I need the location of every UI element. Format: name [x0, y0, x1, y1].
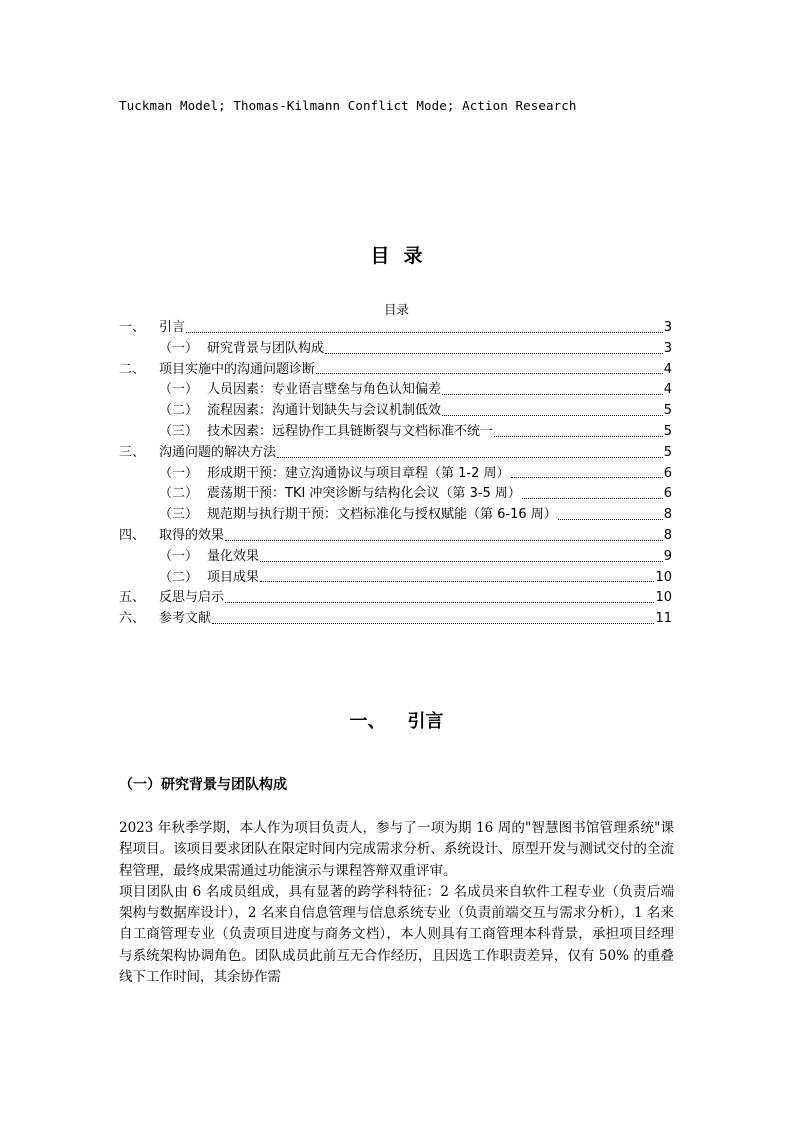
- toc-entry-page: 3: [663, 340, 672, 356]
- toc-entry-page: 8: [663, 507, 672, 523]
- toc-entry-number: 二、: [119, 361, 146, 377]
- toc-entry[interactable]: [119, 422, 672, 443]
- toc-entry-number: （一）: [159, 548, 199, 564]
- toc-entry-page: 8: [663, 527, 672, 543]
- toc-entry-number: 四、: [119, 527, 146, 543]
- toc-entry-number: （一）: [159, 465, 199, 481]
- toc-entry-page: 5: [663, 423, 672, 439]
- toc-entry-number: （二）: [159, 403, 199, 419]
- toc-entry[interactable]: [119, 401, 672, 422]
- toc-entry-page: 4: [663, 382, 672, 398]
- toc-entry-text: 形成期干预：建立沟通协议与项目章程（第 1-2 周）: [207, 465, 510, 481]
- subsection-heading: （一）研究背景与团队构成: [119, 777, 287, 793]
- toc-entry[interactable]: [119, 464, 672, 485]
- toc-leader-dots: [277, 456, 663, 458]
- section-heading: [0, 707, 793, 733]
- section-title: 引言: [407, 711, 444, 732]
- keywords-line: Tuckman Model; Thomas-Kilmann Conflict Mode; Action Research: [119, 98, 577, 113]
- toc-entry-text: 沟通问题的解决方法: [159, 444, 277, 460]
- toc-entry-text: 流程因素：沟通计划缺失与会议机制低效: [207, 403, 442, 419]
- toc-leader-dots: [225, 539, 663, 541]
- toc-subheading: 目录: [383, 302, 409, 317]
- toc-entry-number: （二）: [159, 569, 199, 585]
- toc-heading: 目录: [370, 245, 437, 267]
- toc-entry-number: （一）: [159, 340, 199, 356]
- toc-entry-page: 9: [663, 548, 672, 564]
- toc-entry-page: 5: [663, 403, 672, 419]
- toc-entry-number: 一、: [119, 320, 146, 335]
- section-number: 一、: [349, 711, 386, 732]
- toc-entry-text: 反思与启示: [159, 590, 225, 606]
- toc-entry-text: 规范期与执行期干预：文档标准化与授权赋能（第 6-16 周）: [207, 507, 557, 523]
- toc-entry-text: 量化效果: [207, 548, 260, 564]
- toc-entry-text: 研究背景与团队构成: [207, 340, 325, 356]
- toc-entry-number: （三）: [159, 507, 199, 523]
- toc-entry-page: 10: [655, 590, 672, 606]
- paragraph: 2023 年秋季学期，本人作为项目负责人，参与了一项为期 16 周的"智慧图书馆管理系统"课程项目。该项目要求团队在限定时间内完成需求分析、系统设计、原型开发与测试交付的全流程管理，最终成果需通过功能演示与课程答辩双重评审。: [119, 820, 674, 879]
- toc-entry-number: （二）: [159, 486, 199, 502]
- toc-leader-dots: [260, 560, 663, 562]
- toc-leader-dots: [316, 372, 663, 374]
- body-text: [119, 818, 674, 988]
- toc-entry[interactable]: [119, 318, 672, 339]
- toc-entry[interactable]: [119, 609, 672, 630]
- toc-entry-text: 震荡期干预：TKI 冲突诊断与结构化会议（第 3-5 周）: [207, 486, 521, 502]
- toc-entry-page: 6: [663, 465, 672, 481]
- toc-entry-page: 3: [663, 320, 672, 335]
- toc-entry-page: 6: [663, 486, 672, 502]
- toc-entry[interactable]: [119, 568, 672, 589]
- toc-entry[interactable]: [119, 380, 672, 401]
- toc-entry-text: 参考文献: [159, 611, 212, 627]
- toc-entry-text: 项目实施中的沟通问题诊断: [159, 361, 316, 377]
- toc-leader-dots: [186, 331, 663, 333]
- toc-entry-page: 11: [655, 611, 672, 627]
- toc-entry-number: （一）: [159, 382, 199, 398]
- toc-entry-number: 五、: [119, 590, 146, 606]
- toc-leader-dots: [511, 476, 663, 478]
- toc-entry[interactable]: [119, 526, 672, 547]
- toc-entry[interactable]: [119, 484, 672, 505]
- toc-leader-dots: [325, 352, 663, 354]
- table-of-contents: [119, 318, 672, 630]
- toc-entry[interactable]: [119, 588, 672, 609]
- toc-entry-page: 4: [663, 361, 672, 377]
- toc-entry[interactable]: [119, 443, 672, 464]
- toc-leader-dots: [442, 393, 663, 395]
- toc-leader-dots: [522, 497, 663, 499]
- toc-leader-dots: [225, 601, 654, 603]
- toc-entry[interactable]: [119, 547, 672, 568]
- toc-entry[interactable]: [119, 339, 672, 360]
- toc-leader-dots: [494, 435, 663, 437]
- toc-entry-text: 项目成果: [207, 569, 260, 585]
- toc-entry-text: 人员因素：专业语言壁垒与角色认知偏差: [207, 382, 442, 398]
- toc-entry-number: （三）: [159, 423, 199, 439]
- toc-leader-dots: [558, 518, 663, 520]
- paragraph: 项目团队由 6 名成员组成，具有显著的跨学科特征：2 名成员来自软件工程专业（负责后端架构与数据库设计），2 名来自信息管理与信息系统专业（负责前端交互与需求分析），1 名来自工商管理专业（负责项目进度与商务文档），本人则具有工商管理本科背景，承担项目经理与系统架构协调角色。团队成员此前互无合作经历，且因选工作职责差异，仅有 50% 的重叠线下工作时间，其余协作需: [119, 883, 674, 986]
- toc-entry[interactable]: [119, 505, 672, 526]
- toc-entry-text: 技术因素：远程协作工具链断裂与文档标准不统一: [207, 423, 494, 439]
- toc-leader-dots: [260, 580, 654, 582]
- toc-entry[interactable]: [119, 360, 672, 381]
- toc-entry-text: 取得的效果: [159, 527, 225, 543]
- toc-leader-dots: [442, 414, 663, 416]
- toc-entry-number: 三、: [119, 444, 146, 460]
- toc-entry-page: 5: [663, 444, 672, 460]
- toc-entry-page: 10: [655, 569, 672, 585]
- toc-leader-dots: [212, 622, 654, 624]
- toc-entry-text: 引言: [159, 320, 186, 335]
- toc-entry-number: 六、: [119, 611, 146, 627]
